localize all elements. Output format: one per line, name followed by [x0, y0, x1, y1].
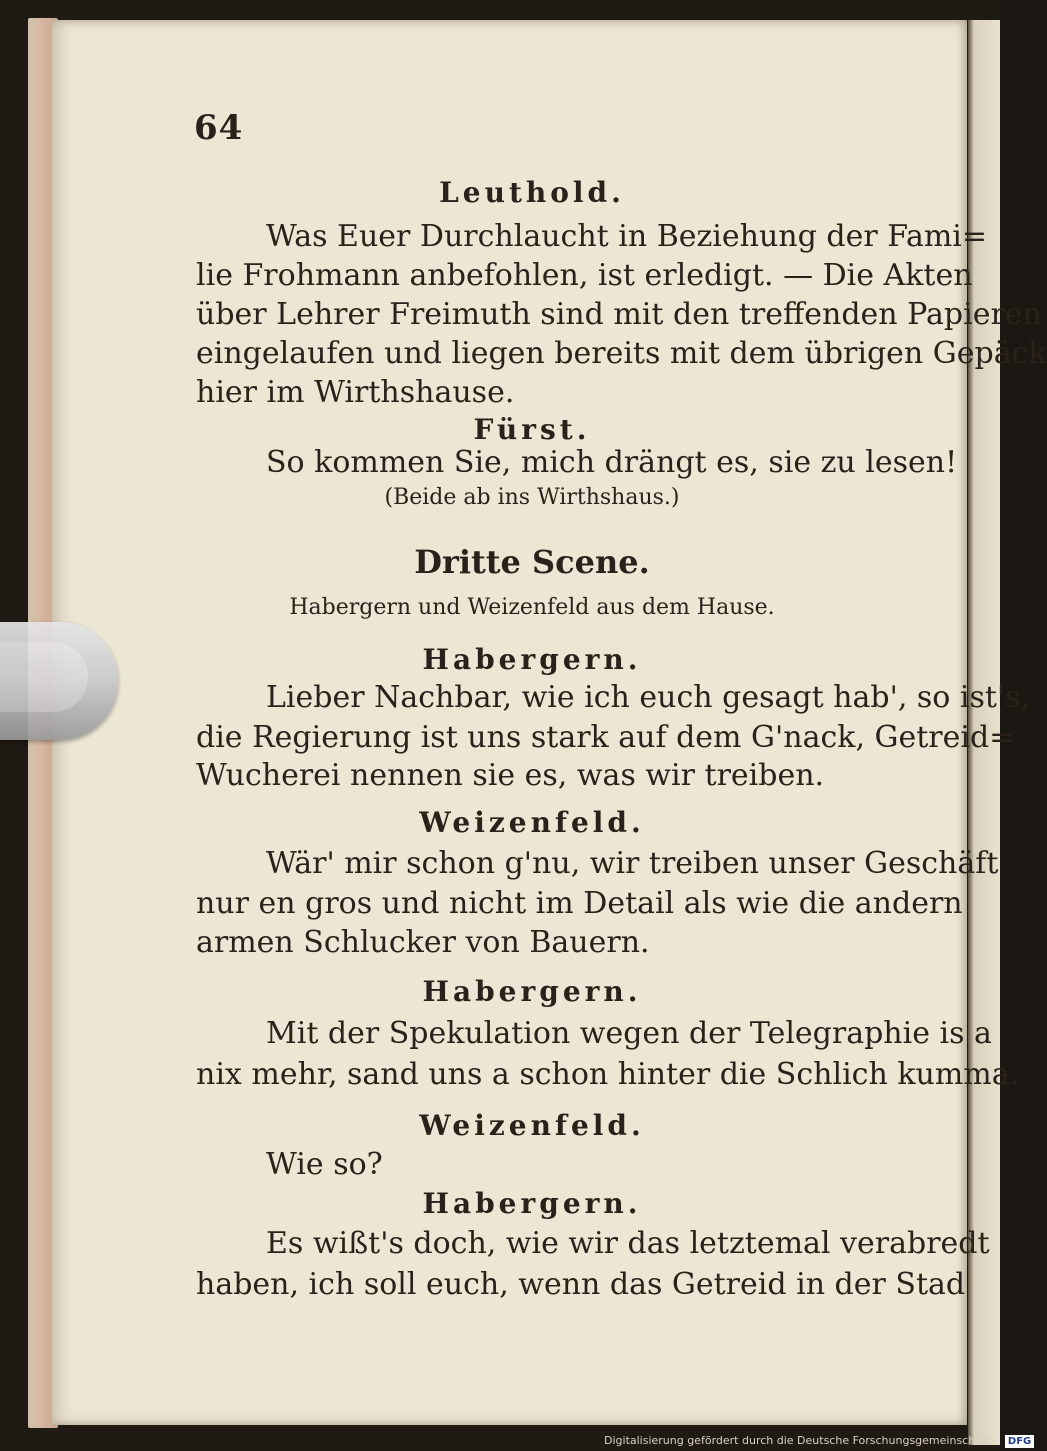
speaker-heading: Habergern.: [422, 975, 642, 1008]
text-line: hier im Wirthshause.: [196, 375, 515, 410]
text-line: nix mehr, sand uns a schon hinter die Schlich kumma.: [196, 1057, 1020, 1092]
dfg-logo: DFG: [1005, 1435, 1034, 1448]
text-line: Wie so?: [266, 1147, 383, 1182]
text-line: armen Schlucker von Bauern.: [196, 925, 650, 960]
text-line: eingelaufen und liegen bereits mit dem übrigen Gepäck: [196, 336, 1047, 371]
credit-text: Digitalisierung gefördert durch die Deutsche Forschungsgemeinschaft -: [604, 1434, 998, 1447]
text-line: Mit der Spekulation wegen der Telegraphie is a: [266, 1016, 992, 1051]
speaker-heading: Habergern.: [422, 1187, 642, 1220]
speaker-heading: Leuthold.: [439, 176, 625, 209]
text-line: Lieber Nachbar, wie ich euch gesagt hab', so ist's,: [266, 680, 1031, 715]
text-line: Es wißt's doch, wie wir das letztemal verabredt: [266, 1226, 990, 1261]
text-line: lie Frohmann anbefohlen, ist erledigt. — Die Akten: [196, 258, 973, 293]
speaker-heading: Weizenfeld.: [419, 1109, 645, 1142]
page-number: 64: [194, 108, 244, 148]
scene-heading: Dritte Scene.: [414, 543, 650, 581]
text-line: Wucherei nennen sie es, was wir treiben.: [196, 758, 825, 793]
stage-direction: Habergern und Weizenfeld aus dem Hause.: [289, 595, 775, 620]
speaker-heading: Habergern.: [422, 643, 642, 676]
text-line: nur en gros und nicht im Detail als wie die andern: [196, 886, 963, 921]
text-line: die Regierung ist uns stark auf dem G'nack, Getreid=: [196, 720, 1015, 755]
stage-direction: (Beide ab ins Wirthshaus.): [384, 485, 680, 510]
text-line: Wär' mir schon g'nu, wir treiben unser Geschäft: [266, 846, 999, 881]
digitization-credit: [604, 1434, 1034, 1448]
speaker-heading: Fürst.: [473, 413, 591, 446]
speaker-heading: Weizenfeld.: [419, 806, 645, 839]
text-line: über Lehrer Freimuth sind mit den treffenden Papieren: [196, 297, 1042, 332]
text-line: haben, ich soll euch, wenn das Getreid in der Stad: [196, 1267, 966, 1302]
text-line: Was Euer Durchlaucht in Beziehung der Fami=: [266, 219, 988, 254]
text-line: So kommen Sie, mich drängt es, sie zu lesen!: [266, 445, 958, 480]
